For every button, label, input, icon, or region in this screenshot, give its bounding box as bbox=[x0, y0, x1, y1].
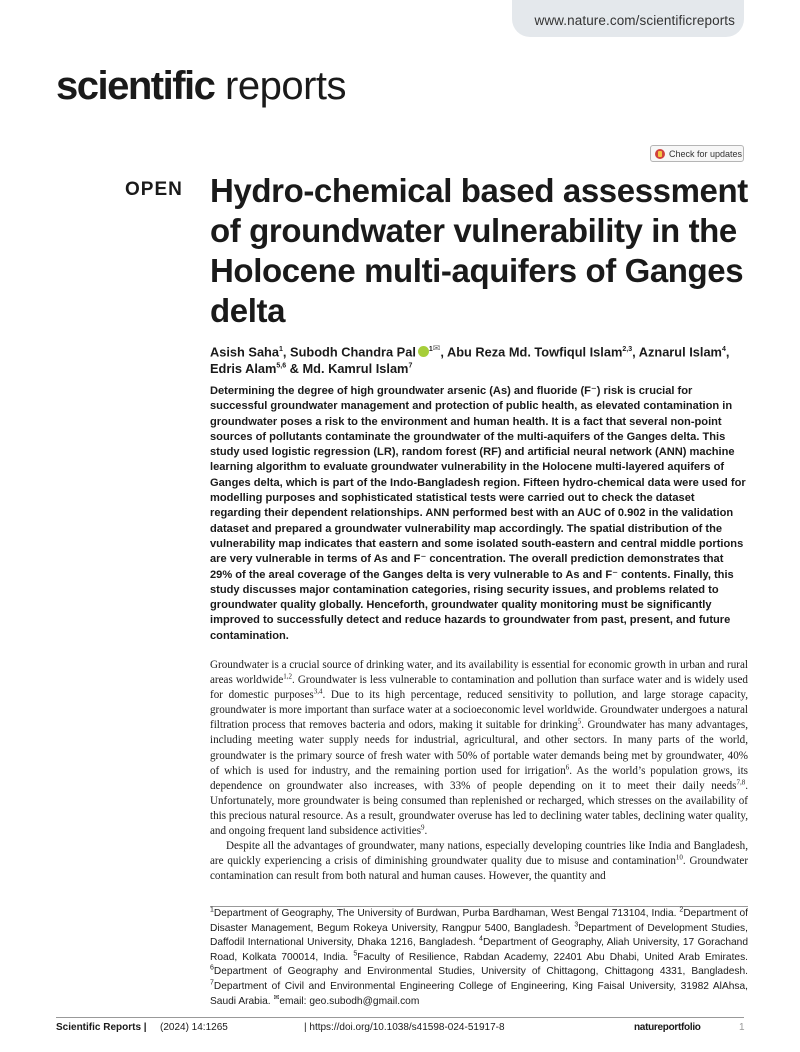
text-run: Despite all the advantages of groundwater, many nations, especially developing countries like India and Bangladesh, are quickly experiencing a crisis of diminishing groundwater quality due to misuse and contamination bbox=[210, 840, 748, 868]
text-run: email: geo.subodh@gmail.com bbox=[279, 995, 420, 1007]
author-list bbox=[210, 340, 755, 377]
citation-superscript[interactable]: 10 bbox=[675, 853, 683, 862]
text-run: . bbox=[424, 825, 428, 838]
text-run: Faculty of Resilience, Rabdan Academy, 22401 Abu Dhabi, United Arab Emirates. bbox=[357, 951, 749, 963]
author-separator: , bbox=[632, 344, 639, 360]
citation-superscript[interactable]: ✉ bbox=[273, 994, 280, 1002]
author-name[interactable]: Subodh Chandra Pal bbox=[290, 344, 416, 360]
citation-superscript[interactable]: 1 bbox=[210, 906, 214, 914]
author-affiliation-sup: 5,6 bbox=[276, 363, 287, 370]
author-affiliation-sup: 1 bbox=[428, 346, 433, 353]
crossmark-icon bbox=[655, 149, 665, 159]
citation-superscript[interactable]: 1,2 bbox=[283, 672, 293, 681]
journal-url-link[interactable]: www.nature.com/scientificreports bbox=[534, 13, 735, 28]
author-affiliation-sup: 2,3 bbox=[622, 346, 633, 353]
author-separator: , bbox=[725, 344, 730, 360]
affiliations bbox=[210, 906, 748, 1009]
citation-superscript[interactable]: 5 bbox=[353, 950, 358, 958]
citation-superscript[interactable]: 3,4 bbox=[313, 687, 323, 696]
author-name[interactable]: Abu Reza Md. Towfiqul Islam bbox=[446, 344, 623, 360]
text-run: Department of Disaster Management, Begum Rokeya University, Rangpur 5400, Bangladesh. bbox=[210, 908, 748, 934]
author-name[interactable]: Md. Kamrul Islam bbox=[302, 361, 409, 377]
text-run: . Groundwater contamination can result from both natural and human causes. However, the quantity and bbox=[210, 855, 749, 883]
footer-doi-link[interactable]: | https://doi.org/10.1038/s41598-024-51917-8 bbox=[304, 1022, 505, 1033]
text-run: Department of Development Studies, Daffodil International University, Dhaka 1216, Bangladesh. bbox=[210, 922, 748, 949]
text-run: . Groundwater is less vulnerable to contamination and pollution than surface water and is widely used for domestic purposes bbox=[210, 674, 748, 702]
publisher-logo: natureportfolio bbox=[634, 1022, 701, 1033]
journal-logo-light: reports bbox=[225, 64, 347, 108]
citation-superscript[interactable]: 4 bbox=[479, 935, 483, 943]
text-run: Department of Geography and Environmental Studies, University of Chittagong, Chittagong 4331, Bangladesh. bbox=[213, 966, 748, 978]
text-run: Department of Geography, Aliah University, 17 Gorachand Road, Kolkata 700014, India. bbox=[210, 937, 748, 963]
footer-journal: Scientific Reports | bbox=[56, 1022, 147, 1033]
email-icon[interactable]: ✉ bbox=[432, 343, 441, 353]
author-affiliation-sup: 4 bbox=[721, 346, 726, 353]
citation-superscript[interactable]: 6 bbox=[210, 964, 214, 972]
body-paragraph-2 bbox=[210, 839, 748, 884]
text-run: Department of Geography, The University of Burdwan, Purba Bardhaman, West Bengal 713104, India. bbox=[213, 908, 680, 919]
author-separator: & bbox=[286, 361, 303, 377]
citation-superscript[interactable]: 2 bbox=[679, 906, 684, 914]
abstract: Determining the degree of high groundwater arsenic (As) and fluoride (F⁻) risk is crucial for successful groundwater management and protection of public health, as elevated contamination in groundwater poses a risk to the environment and human health. It is a fact that several non-point sources of pollutants contaminate the groundwater of the multi-aquifers of the Ganges delta. This study used logistic regression (LR), random forest (RF) and artificial neural network (ANN) machine learning algorithm to evaluate groundwater vulnerability in the Holocene multi-layered aquifers of Ganges delta, which is part of the Indo-Bangladesh region. Fifteen hydro-chemical data were used for modelling purposes and sophisticated statistical tests were carried out to check the dataset regarding their dependent relationships. ANN performed best with an AUC of 0.902 in the validation dataset and prepared a groundwater vulnerability map accordingly. The spatial distribution of the vulnerability map indicates that eastern and some isolated south-eastern and central middle portions are very vulnerable in terms of As and F⁻ concentration. The overall prediction demonstrates that 29% of the areal coverage of the Ganges delta is very vulnerable to As and F⁻ contents. Finally, this study discusses major contamination categories, rising security issues, and problems related to groundwater quality globally. Henceforth, groundwater quality monitoring must be significantly improved to successfully detect and reduce hazards to groundwater from past, present, and future contamination. bbox=[210, 385, 746, 642]
journal-logo[interactable] bbox=[56, 64, 346, 109]
text-run: Department of Civil and Environmental Engineering College of Engineering, King Faisal University, 31982 AlAhsa, Saudi Arabia. bbox=[210, 980, 748, 1007]
author-affiliation-sup: 7 bbox=[408, 363, 413, 370]
citation-superscript[interactable]: 7,8 bbox=[736, 778, 746, 787]
footer-volume: (2024) 14:1265 bbox=[160, 1022, 228, 1033]
author-name[interactable]: Aznarul Islam bbox=[638, 344, 722, 360]
citation-superscript[interactable]: 7 bbox=[210, 979, 214, 987]
journal-logo-bold: scientific bbox=[56, 64, 215, 108]
text-run: Groundwater is a crucial source of drinking water, and its availability is essential for economic growth in urban and rural areas worldwide bbox=[210, 659, 748, 687]
citation-superscript[interactable]: 5 bbox=[577, 717, 582, 726]
body-paragraph-1 bbox=[210, 658, 748, 839]
author-separator: , bbox=[282, 344, 291, 360]
author-affiliation-sup: 1 bbox=[279, 346, 283, 353]
check-for-updates-label: Check for updates bbox=[669, 148, 743, 159]
text-run: . Due to its high percentage, reduced sensitivity to pollution, and large storage capacity, groundwater is more important than surface water at a socioeconomic level worldwide. Groundwater undergoes a natural filtration process that removes bacteria and odors, making it suitable for drinking bbox=[210, 689, 748, 732]
author-separator: , bbox=[440, 344, 447, 360]
footer-divider bbox=[56, 1017, 744, 1018]
author-name[interactable]: Asish Saha bbox=[210, 344, 279, 360]
body-text bbox=[210, 658, 748, 884]
open-access-label: OPEN bbox=[125, 179, 183, 200]
affiliations-text bbox=[210, 907, 748, 1009]
text-run: . Unfortunately, more groundwater is being consumed than replenished or recharged, which stresses on the availability of this precious natural resource. As a result, groundwater overuse has led to declining water tables, declining water quality, and ongoing frequent land subsidence activities bbox=[210, 779, 748, 838]
orcid-icon[interactable] bbox=[418, 346, 429, 357]
text-run: . As the world’s population grows, its dependence on groundwater also increases, with 33% of people depending on it to meet their daily needs bbox=[210, 764, 748, 792]
citation-superscript[interactable]: 3 bbox=[574, 921, 579, 929]
check-for-updates-button[interactable] bbox=[650, 145, 744, 162]
citation-superscript[interactable]: 6 bbox=[565, 762, 570, 771]
article-title: Hydro-chemical based assessment of groundwater vulnerability in the Holocene multi-aquifers of Ganges delta bbox=[210, 172, 748, 329]
page-number: 1 bbox=[739, 1022, 745, 1033]
citation-superscript[interactable]: 9 bbox=[421, 823, 425, 832]
author-name[interactable]: Edris Alam bbox=[210, 361, 277, 377]
text-run: . Groundwater has many advantages, including meeting water supply needs for industrial, agricultural, and other sectors. In many parts of the world, groundwater is the primary source of fresh water with 50% of portable water demands being met by groundwater, 40% of which is used for industry, and the remaining portion used for irrigation bbox=[210, 719, 748, 777]
